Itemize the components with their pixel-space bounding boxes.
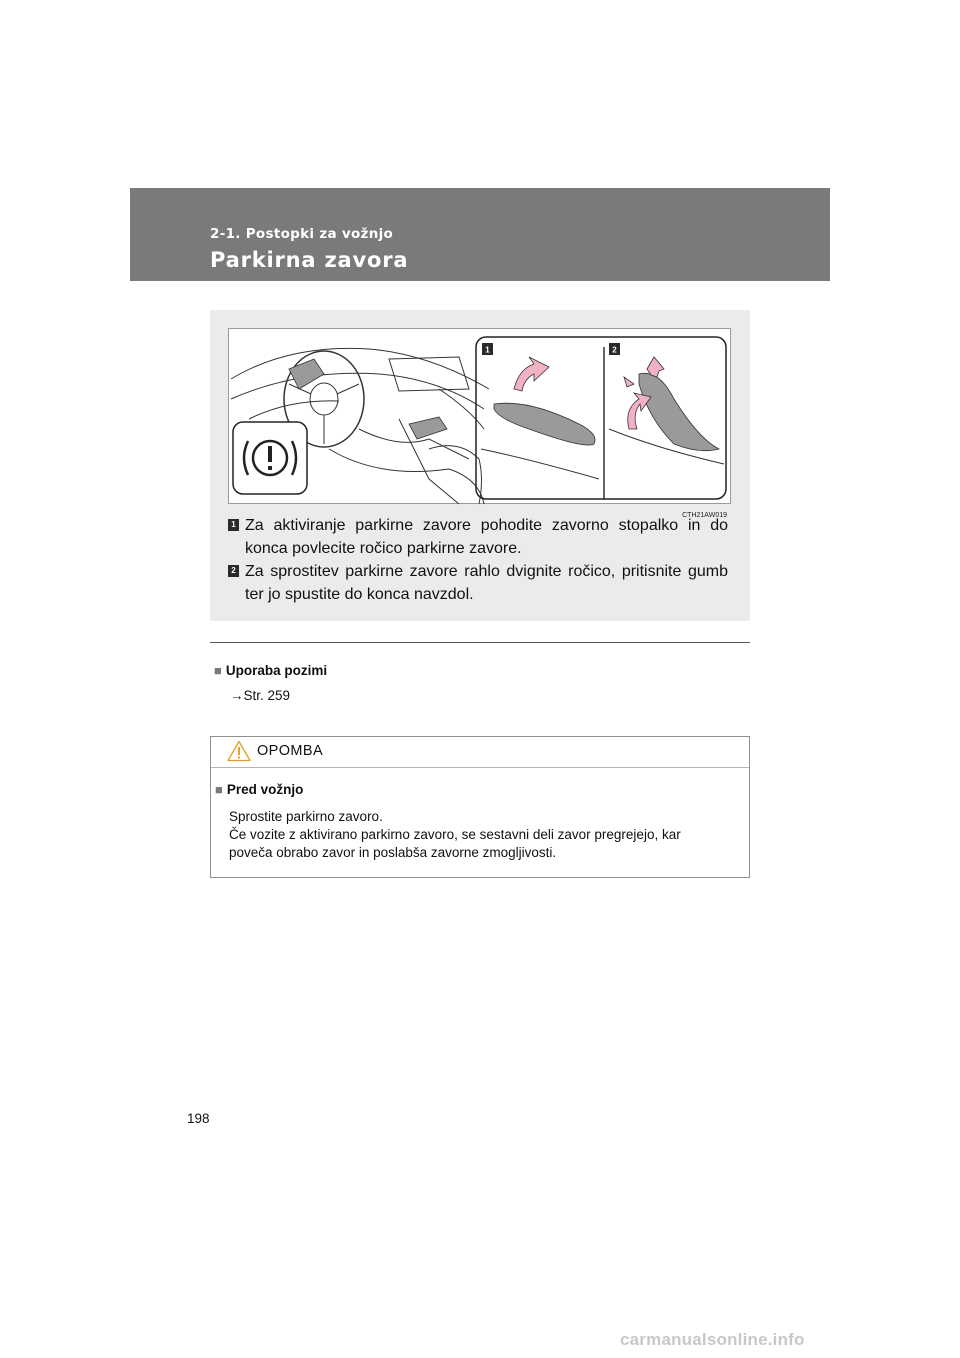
page-number: 198 <box>187 1111 210 1126</box>
chapter-header <box>130 188 830 281</box>
panel-label-1: 1 <box>485 345 490 355</box>
watermark: carmanualsonline.info <box>620 1330 805 1349</box>
section-label: 2-1. Postopki za vožnjo <box>210 226 394 242</box>
notice-heading <box>215 782 303 797</box>
notice-body <box>229 808 745 862</box>
square-bullet-icon: ■ <box>215 782 223 797</box>
illustration-drawing <box>229 329 732 505</box>
notice-line: Če vozite z aktivirano parkirno zavoro, se sestavni deli zavor pregrejejo, kar <box>229 827 681 842</box>
step-badge-2: 2 <box>228 565 239 577</box>
info-box <box>210 310 750 621</box>
notice-line: Sprostite parkirno zavoro. <box>229 809 383 824</box>
notice-line: poveča obrabo zavor in poslabša zavorne zmogljivosti. <box>229 845 557 860</box>
page-title: Parkirna zavora <box>210 248 409 272</box>
notice-box <box>210 736 750 878</box>
section-divider <box>210 642 750 643</box>
parking-brake-illustration <box>228 328 731 519</box>
topic-heading <box>214 663 327 678</box>
step-badge-1: 1 <box>228 519 239 531</box>
notice-header <box>211 737 749 768</box>
page-reference: →Str. 259 <box>230 688 291 703</box>
step-2 <box>228 560 728 606</box>
panel-label-2: 2 <box>612 345 617 355</box>
step-text-1: Za aktiviranje parkirne zavore pohodite zavorno stopalko in do konca povlecite ročico parkirne zavore. <box>245 517 728 557</box>
step-1 <box>228 514 728 560</box>
notice-label: OPOMBA <box>257 743 324 759</box>
warning-triangle-icon <box>227 740 251 762</box>
square-bullet-icon: ■ <box>214 663 222 678</box>
step-text-2: Za sprostitev parkirne zavore rahlo dvignite ročico, pritisnite gumb ter jo spustite do konca navzdol. <box>245 563 728 603</box>
topic-heading-text: Uporaba pozimi <box>225 663 328 678</box>
figure-code: CTH21AW019 <box>682 512 727 519</box>
notice-heading-text: Pred vožnjo <box>226 782 304 797</box>
